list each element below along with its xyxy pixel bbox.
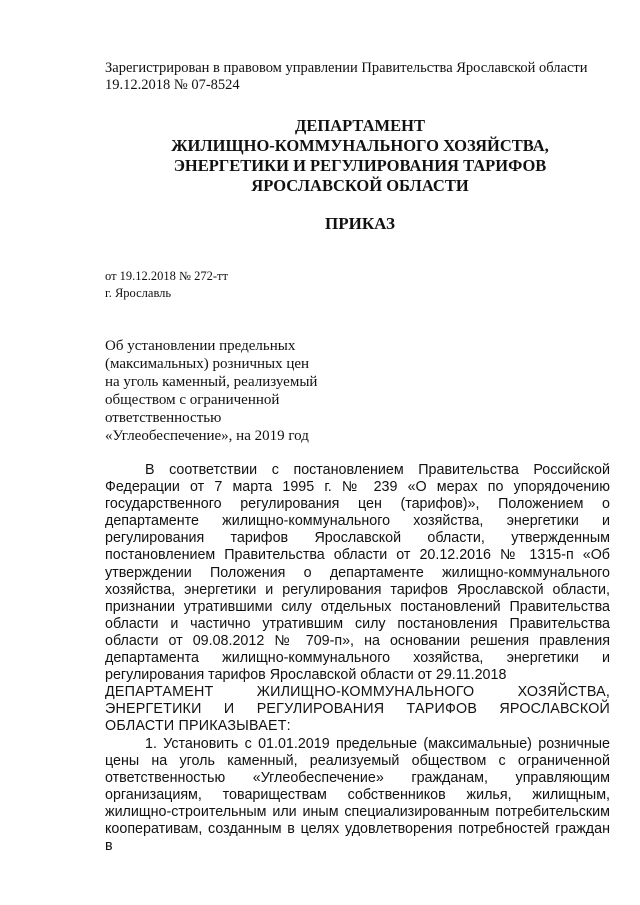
department-line-3: ЭНЕРГЕТИКИ И РЕГУЛИРОВАНИЯ ТАРИФОВ bbox=[173, 156, 547, 175]
order-title: ПРИКАЗ bbox=[325, 214, 395, 233]
preamble-paragraph: В соответствии с постановлением Правительства Российской Федерации от 7 марта 1995 г. № 239 «О мерах по упорядочению государственного регулирования цен (тарифов)», Положением о департаменте жилищно-коммунального хозяйства, энергетики и регулирования тарифов Ярославской области, утвержденным постановлением Правительства области от 20.12.2016 № 1315-п «Об утверждении Положения о департаменте жилищно-коммунального хозяйства, энергетики и регулирования тарифов Ярославской области, признании утратившими силу отдельных постановлений Правительства области и частично утратившим силу постановления Правительства области от 09.08.2012 № 709-п», на основании решения правления департамента жилищно-коммунального хозяйства, энергетики и регулирования тарифов Ярославской области от 29.11.2018 bbox=[105, 462, 610, 684]
department-line-2: ЖИЛИЩНО-КОММУНАЛЬНОГО ХОЗЯЙСТВА, bbox=[171, 136, 549, 155]
item-1-paragraph: 1. Установить с 01.01.2019 предельные (максимальные) розничные цены на уголь каменный, реализуемый обществом с ограниченной ответственностью «Углеобеспечение» гражданам, управляющим организациям, товариществам собственников жилья, жилищным, жилищно-строительным или иным специализированным потребительским кооперативам, созданным в целях удовлетворения потребностей граждан в bbox=[105, 735, 610, 855]
order-date-number: от 19.12.2018 № 272-тт bbox=[105, 269, 228, 283]
department-line-1: ДЕПАРТАМЕНТ bbox=[295, 116, 425, 135]
subject-line-6: «Углеобеспечение», на 2019 год bbox=[105, 428, 309, 444]
subject-line-3: на уголь каменный, реализуемый bbox=[105, 374, 318, 390]
registration-note bbox=[105, 60, 625, 94]
subject-line-5: ответственностью bbox=[105, 410, 222, 426]
registration-line-1: Зарегистрирован в правовом управлении Правительства Ярославской области bbox=[105, 60, 588, 76]
department-header bbox=[100, 116, 620, 196]
registration-line-2: 19.12.2018 № 07-8524 bbox=[105, 77, 240, 93]
order-subject bbox=[105, 337, 365, 445]
subject-line-2: (максимальных) розничных цен bbox=[105, 356, 310, 372]
subject-line-4: обществом с ограниченной bbox=[105, 392, 280, 408]
subject-line-1: Об установлении предельных bbox=[105, 338, 296, 354]
order-city: г. Ярославль bbox=[105, 286, 172, 300]
department-line-4: ЯРОСЛАВСКОЙ ОБЛАСТИ bbox=[251, 176, 469, 195]
order-meta bbox=[105, 268, 405, 302]
order-body bbox=[105, 462, 610, 855]
decree-paragraph: ДЕПАРТАМЕНТ ЖИЛИЩНО-КОММУНАЛЬНОГО ХОЗЯЙСТВА, ЭНЕРГЕТИКИ И РЕГУЛИРОВАНИЯ ТАРИФОВ ЯРОСЛАВСКОЙ ОБЛАСТИ ПРИКАЗЫВАЕТ: bbox=[105, 684, 610, 735]
